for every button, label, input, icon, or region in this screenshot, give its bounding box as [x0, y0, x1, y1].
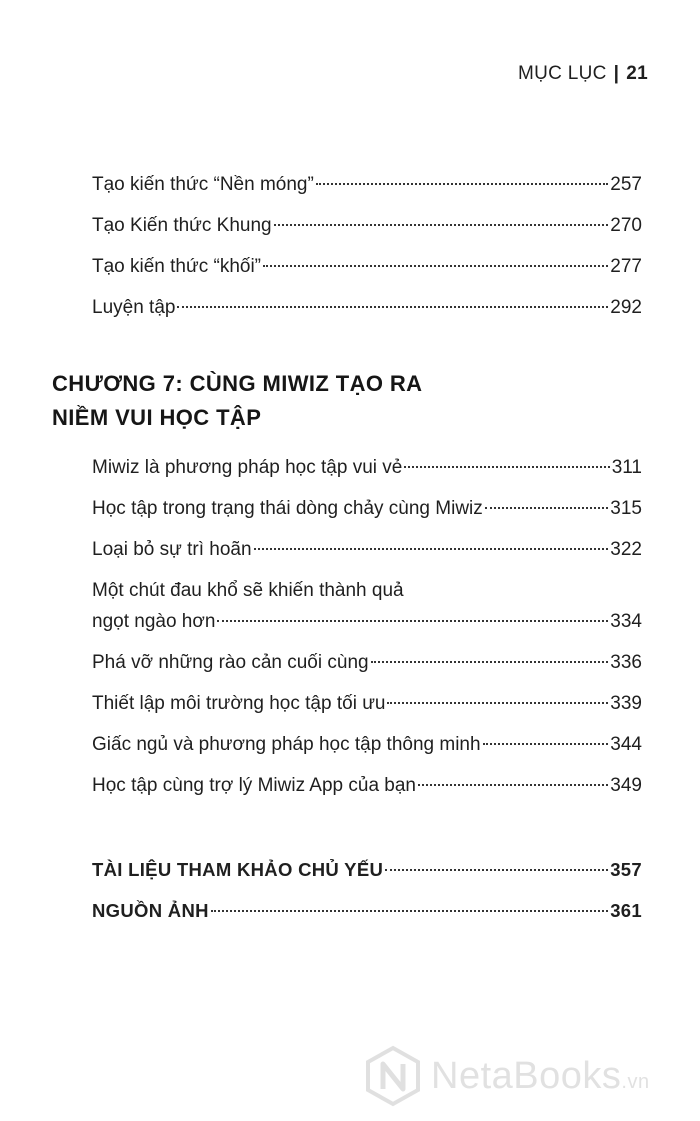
toc-entry-title: TÀI LIỆU THAM KHẢO CHỦ YẾU [92, 859, 384, 880]
toc-entry-page: 292 [610, 297, 642, 318]
toc-entry-title: Học tập trong trạng thái dòng chảy cùng Miwiz [92, 498, 483, 519]
toc-entry-back-matter[interactable] [92, 896, 642, 926]
dot-leader [316, 183, 608, 185]
toc-entry[interactable] [92, 170, 642, 200]
chapter-heading-line2: NIỀM VUI HỌC TẬP [52, 405, 262, 430]
toc-entry-page: 361 [610, 900, 642, 921]
toc-entry-title: Luyện tập [92, 297, 176, 318]
section-title: MỤC LỤC [517, 63, 607, 84]
toc-entry-page: 349 [610, 775, 642, 796]
toc-entry-page: 339 [610, 693, 642, 714]
toc-entry[interactable] [92, 607, 642, 637]
toc-entry-page: 257 [610, 174, 642, 195]
toc-entry-page: 315 [610, 498, 642, 519]
dot-leader [387, 702, 608, 704]
toc-entry-page: 322 [610, 539, 642, 560]
toc-entry[interactable] [92, 453, 642, 483]
toc-entry-title: NGUỒN ẢNH [92, 900, 209, 921]
dot-leader [418, 784, 608, 786]
toc-entry-title: Thiết lập môi trường học tập tối ưu [92, 693, 386, 714]
header-separator: | [613, 63, 620, 84]
running-header [518, 63, 648, 85]
toc-entry[interactable] [92, 293, 642, 323]
toc-entry-page: 336 [610, 652, 642, 673]
chapter-heading[interactable] [52, 367, 572, 435]
toc-entry[interactable] [92, 730, 642, 760]
toc-entry-title: Phá vỡ những rào cản cuối cùng [92, 652, 369, 673]
toc-entry[interactable] [92, 494, 642, 524]
toc-entry-title-line2: ngọt ngào hơn [92, 611, 216, 632]
dot-leader [254, 548, 609, 550]
watermark-tld: .vn [621, 1070, 650, 1093]
toc-entry-title: Học tập cùng trợ lý Miwiz App của bạn [92, 775, 417, 796]
toc-entry-back-matter[interactable] [92, 855, 642, 885]
toc-entry[interactable] [92, 252, 642, 282]
toc-entry-title: Tạo kiến thức “khối” [92, 256, 262, 277]
toc-entry-title: Miwiz là phương pháp học tập vui vẻ [92, 457, 403, 478]
dot-leader [274, 224, 609, 226]
dot-leader [263, 265, 608, 267]
netabooks-logo-icon [365, 1045, 421, 1107]
watermark [365, 1044, 650, 1108]
toc-entry-title: Tạo Kiến thức Khung [92, 215, 272, 236]
toc-entry-title: Tạo kiến thức “Nền móng” [92, 174, 314, 195]
toc-entry-page: 311 [611, 457, 642, 478]
toc-entry-title-line1[interactable]: Một chút đau khổ sẽ khiến thành quả [92, 580, 404, 601]
dot-leader [211, 910, 608, 912]
dot-leader [385, 869, 608, 871]
dot-leader [404, 466, 609, 468]
toc-entry-page: 277 [610, 256, 642, 277]
dot-leader [371, 661, 609, 663]
toc-entry[interactable] [92, 771, 642, 801]
toc-entry-page: 357 [610, 859, 642, 880]
toc-entry[interactable] [92, 689, 642, 719]
dot-leader [217, 620, 608, 622]
dot-leader [485, 507, 609, 509]
watermark-brand [431, 1055, 650, 1098]
watermark-brand-name: NetaBooks [431, 1054, 622, 1097]
chapter-heading-line1: CHƯƠNG 7: CÙNG MIWIZ TẠO RA [52, 371, 423, 396]
toc-entry[interactable] [92, 535, 642, 565]
toc-entry[interactable] [92, 648, 642, 678]
dot-leader [483, 743, 609, 745]
toc-entry-page: 270 [610, 215, 642, 236]
toc-entry-title: Loại bỏ sự trì hoãn [92, 539, 252, 560]
toc-entry-page: 334 [610, 611, 642, 632]
toc-entry-page: 344 [610, 734, 642, 755]
dot-leader [177, 306, 608, 308]
page-number: 21 [626, 63, 648, 84]
toc-entry-title: Giấc ngủ và phương pháp học tập thông minh [92, 734, 481, 755]
toc-entry[interactable] [92, 211, 642, 241]
